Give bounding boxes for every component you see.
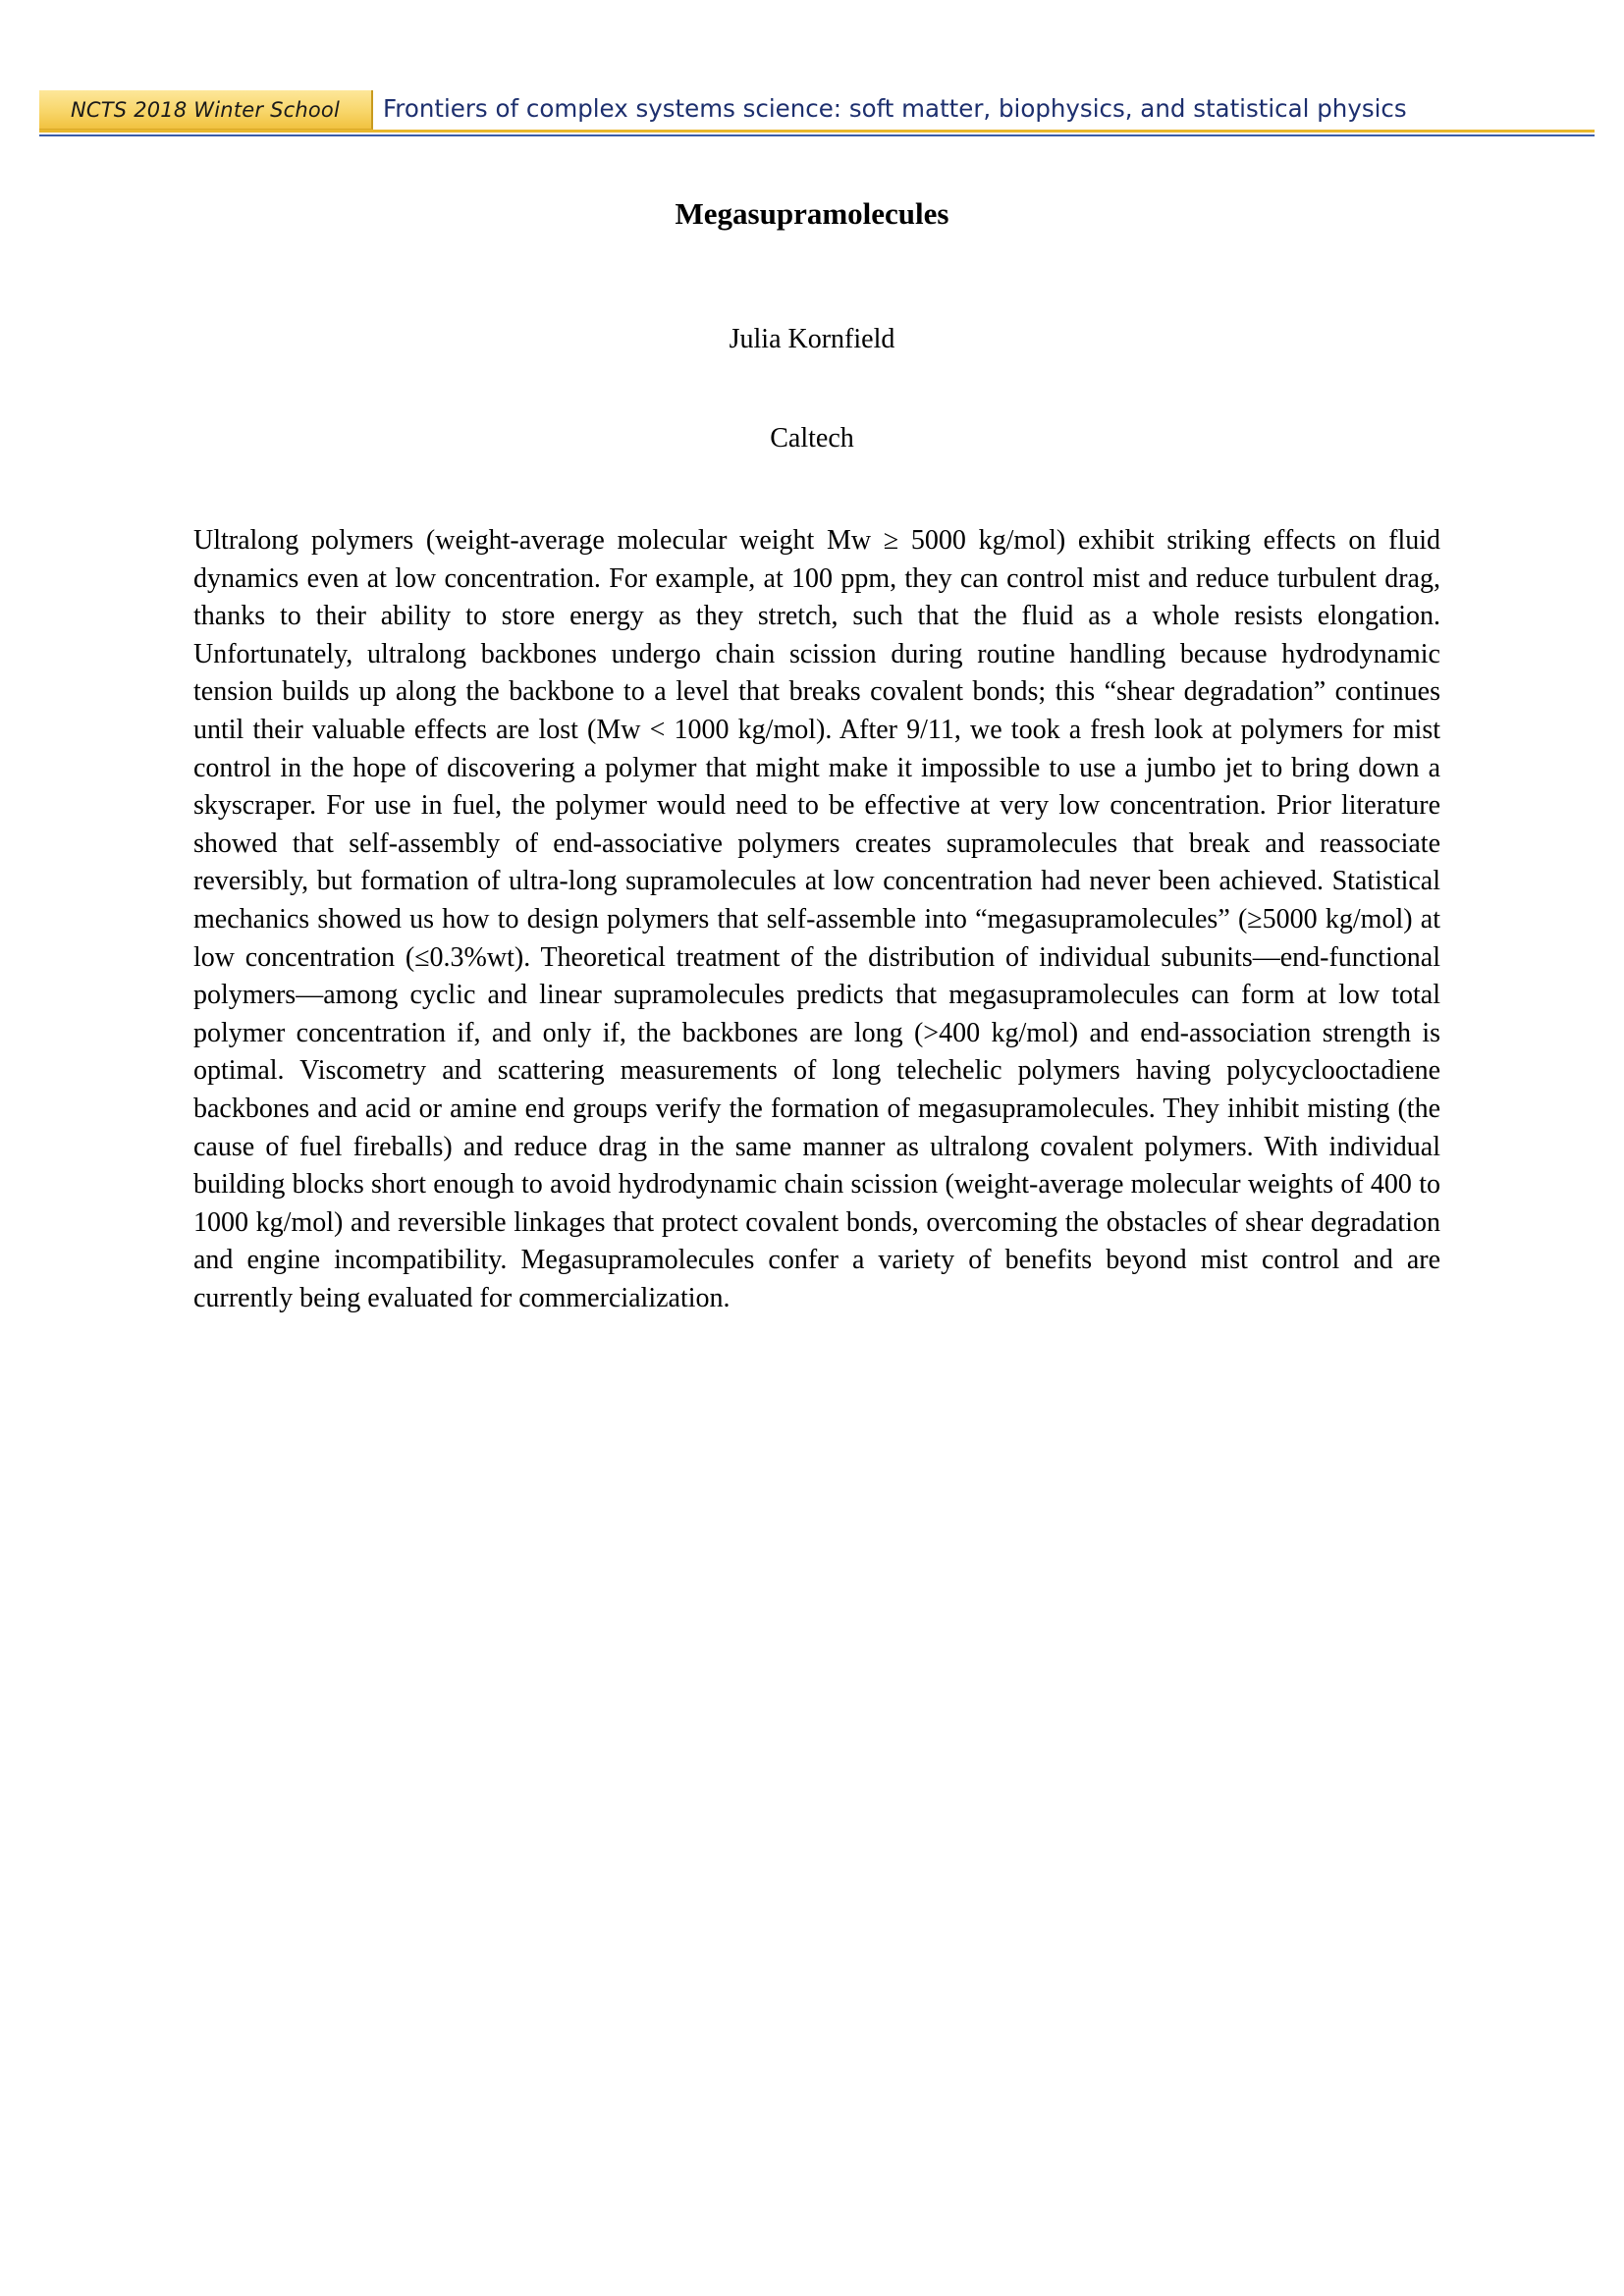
page-header [39,90,1595,137]
header-rule-blue [39,134,1595,136]
author-name: Julia Kornfield [729,324,895,354]
abstract-paragraph: Ultralong polymers (weight-average molecular weight Mw ≥ 5000 kg/mol) exhibit striking effects on fluid dynamics even at low concentration. For example, at 100 ppm, they can control mist and reduce turbulent drag, thanks to their ability to store energy as they stretch, such that the fluid as a whole resists elongation. Unfortunately, ultralong backbones undergo chain scission during routine handling because hydrodynamic tension builds up along the backbone to a level that breaks covalent bonds; this “shear degradation” continues until their valuable effects are lost (Mw < 1000 kg/mol). After 9/11, we took a fresh look at polymers for mist control in the hope of discovering a polymer that might make it impossible to use a jumbo jet to bring down a skyscraper. For use in fuel, the polymer would need to be effective at very low concentration. Prior literature showed that self-assembly of end-associative polymers creates supramolecules that break and reassociate reversibly, but formation of ultra-long supramolecules at low concentration had never been achieved. Statistical mechanics showed us how to design polymers that self-assemble into “megasupramolecules” (≥5000 kg/mol) at low concentration (≤0.3%wt). Theoretical treatment of the distribution of individual subunits—end-functional polymers—among cyclic and linear supramolecules predicts that megasupramolecules can form at low total polymer concentration if, and only if, the backbones are long (>400 kg/mol) and end-association strength is optimal. Viscometry and scattering measurements of long telechelic polymers having polycyclooctadiene backbones and acid or amine end groups verify the formation of megasupramolecules. They inhibit misting (the cause of fuel fireballs) and reduce drag in the same manner as ultralong covalent polymers. With individual building blocks short enough to avoid hydrodynamic chain scission (weight-average molecular weights of 400 to 1000 kg/mol) and reversible linkages that protect covalent bonds, overcoming the obstacles of shear degradation and engine incompatibility. Megasupramolecules confer a variety of benefits beyond mist control and are currently being evaluated for commercialization. [193,525,1440,1313]
school-badge [39,90,373,130]
document-title: Megasupramolecules [675,196,949,231]
header-title: Frontiers of complex systems science: soft matter, biophysics, and statistical physics [383,94,1407,123]
header-rule-gold [39,130,1595,133]
school-badge-label: NCTS 2018 Winter School [70,97,340,122]
author-affiliation: Caltech [770,423,854,454]
